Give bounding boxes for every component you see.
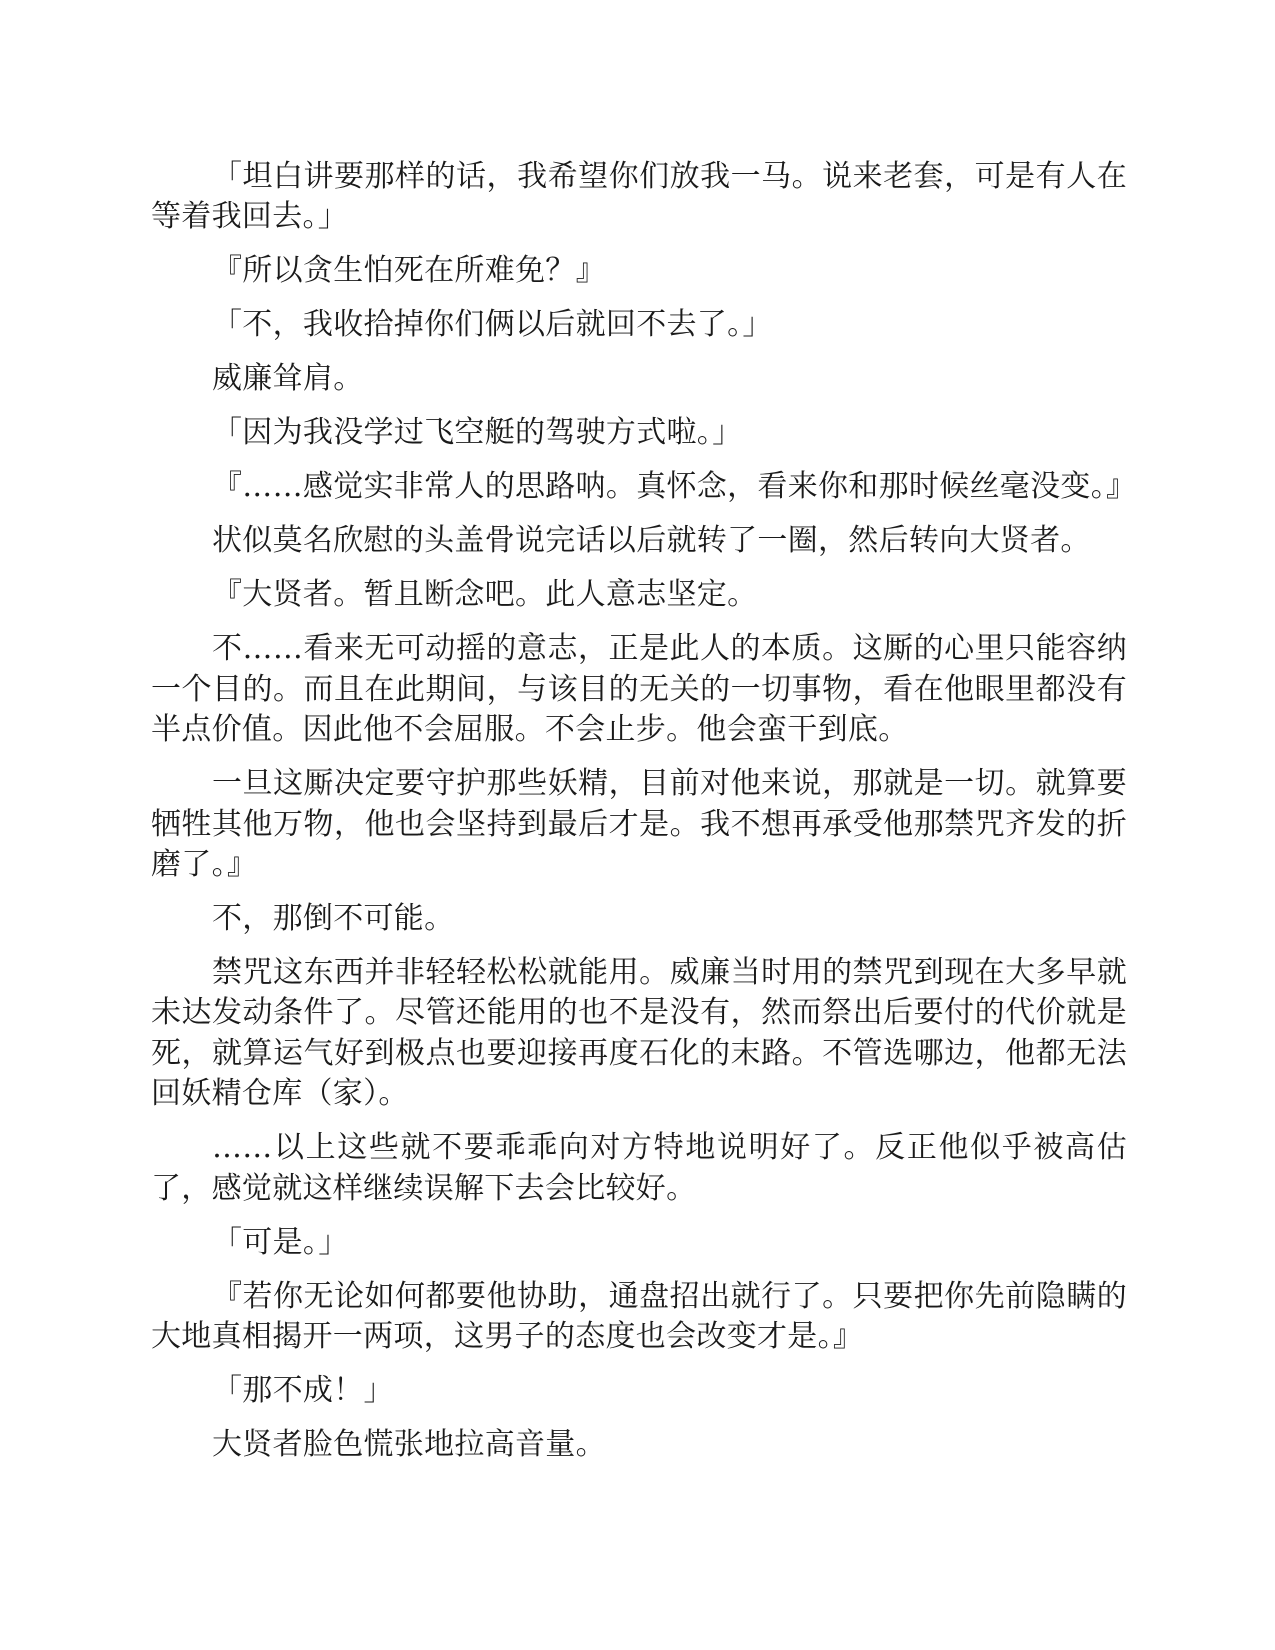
- paragraph: 「因为我没学过飞空艇的驾驶方式啦。」: [212, 415, 743, 451]
- paragraph: 『……感觉实非常人的思路呐。真怀念，看来你和那时候丝毫没变。』: [212, 469, 1137, 505]
- paragraph: 「不，我收拾掉你们俩以后就回不去了。」: [212, 307, 773, 343]
- paragraph: ……以上这些就不要乖乖向对方特地说明好了。反正他似乎被高估了，感觉就这样继续误解下去会比较好。: [151, 1130, 1127, 1206]
- paragraph: 『所以贪生怕死在所难免？』: [212, 253, 606, 289]
- paragraph: 大贤者脸色慌张地拉高音量。: [212, 1427, 606, 1463]
- paragraph: 禁咒这东西并非轻轻松松就能用。威廉当时用的禁咒到现在大多早就未达发动条件了。尽管还能用的也不是没有，然而祭出后要付的代价就是死，就算运气好到极点也要迎接再度石化的末路。不管选哪边，他都无法回妖精仓库（家）。: [151, 955, 1127, 1112]
- paragraph: 『若你无论如何都要他协助，通盘招出就行了。只要把你先前隐瞒的大地真相揭开一两项，这男子的态度也会改变才是。』: [151, 1278, 1127, 1355]
- paragraph: 『大贤者。暂且断念吧。此人意志坚定。: [212, 577, 758, 613]
- paragraph: 状似莫名欣慰的头盖骨说完话以后就转了一圈，然后转向大贤者。: [212, 523, 1091, 559]
- body-text: [151, 157, 1137, 1479]
- paragraph: 不……看来无可动摇的意志，正是此人的本质。这厮的心里只能容纳一个目的。而且在此期间，与该目的无关的一切事物，看在他眼里都没有半点价值。因此他不会屈服。不会止步。他会蛮干到底。: [151, 631, 1127, 748]
- paragraph: 一旦这厮决定要守护那些妖精，目前对他来说，那就是一切。就算要牺牲其他万物，他也会坚持到最后才是。我不想再承受他那禁咒齐发的折磨了。』: [151, 766, 1127, 883]
- paragraph: 不，那倒不可能。: [212, 901, 455, 937]
- paragraph: 威廉耸肩。: [212, 361, 364, 397]
- paragraph: 「那不成！」: [212, 1373, 394, 1409]
- paragraph: 「可是。」: [212, 1224, 349, 1260]
- paragraph: 「坦白讲要那样的话，我希望你们放我一马。说来老套，可是有人在等着我回去。」: [151, 159, 1127, 235]
